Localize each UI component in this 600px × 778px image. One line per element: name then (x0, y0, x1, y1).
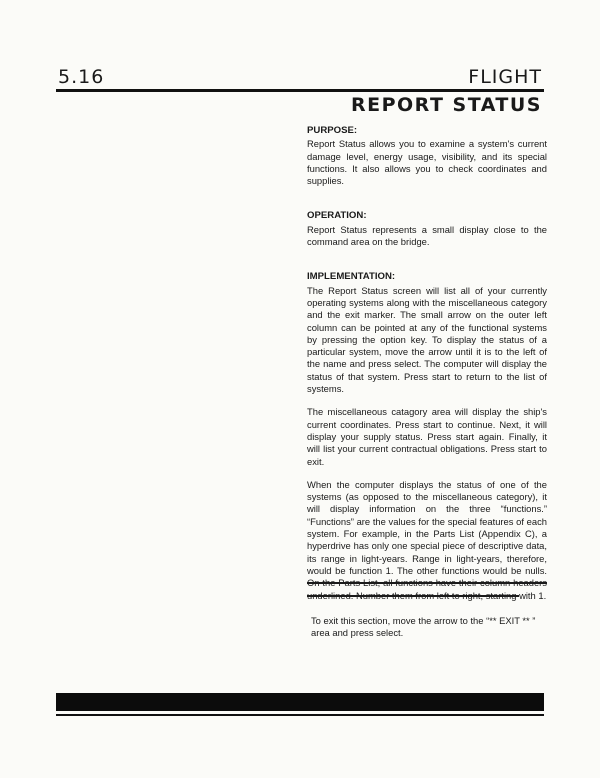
footer-band (56, 693, 544, 711)
footer-rule (56, 714, 544, 716)
purpose-text: Report Status allows you to examine a system's current damage level, energy usage, visibility, and its special functions. It also allows you to check coordinates and supplies. (307, 138, 547, 187)
page-title: REPORT STATUS (350, 94, 542, 116)
implementation-heading: IMPLEMENTATION: (307, 271, 396, 283)
operation-heading: OPERATION: (307, 210, 367, 222)
struck-out-text: On the Parts List, all functions have their column headers underlined. Number them from left to right, starting (307, 577, 547, 601)
section-number: 5.16 (58, 66, 105, 88)
exit-instructions: To exit this section, move the arrow to the “** EXIT ** ” area and press select. (311, 614, 536, 639)
implementation-paragraph-1: The Report Status screen will list all of your currently operating systems along with the miscellaneous category and the exit marker. The small arrow on the outer left column can be pointed at any of the functional systems by pressing the option key. To display the status of a particular system, move the arrow until it is to the left of the name and press select. The computer will display the status of that system. Press start to return to the list of systems. (307, 284, 547, 395)
manual-body (307, 125, 547, 639)
paragraph-3-ending: with 1. (519, 589, 547, 601)
paragraph-3-text: When the computer displays the status of one of the systems (as opposed to the miscellaneous category), it will display information on the three “functions.” “Functions” are the values for the special features of each system. For example, in the Parts List (Appendix C), a hyperdrive has only one special piece of descriptive data, its range in light-years. Range in light-years, therefore, would be function 1. The other functions would be nulls. (307, 478, 547, 576)
operation-text: Report Status represents a small display close to the command area on the bridge. (307, 223, 547, 248)
header-rule (56, 89, 544, 92)
implementation-paragraph-2: The miscellaneous catagory area will display the ship's current coordinates. Press start to continue. Next, it will display your supply status. Press start again. Finally, it will list your current contractual obligations. Press start to exit. (307, 406, 547, 467)
chapter-title: FLIGHT (468, 66, 542, 88)
purpose-heading: PURPOSE: (307, 125, 358, 136)
implementation-paragraph-3 (307, 479, 547, 602)
